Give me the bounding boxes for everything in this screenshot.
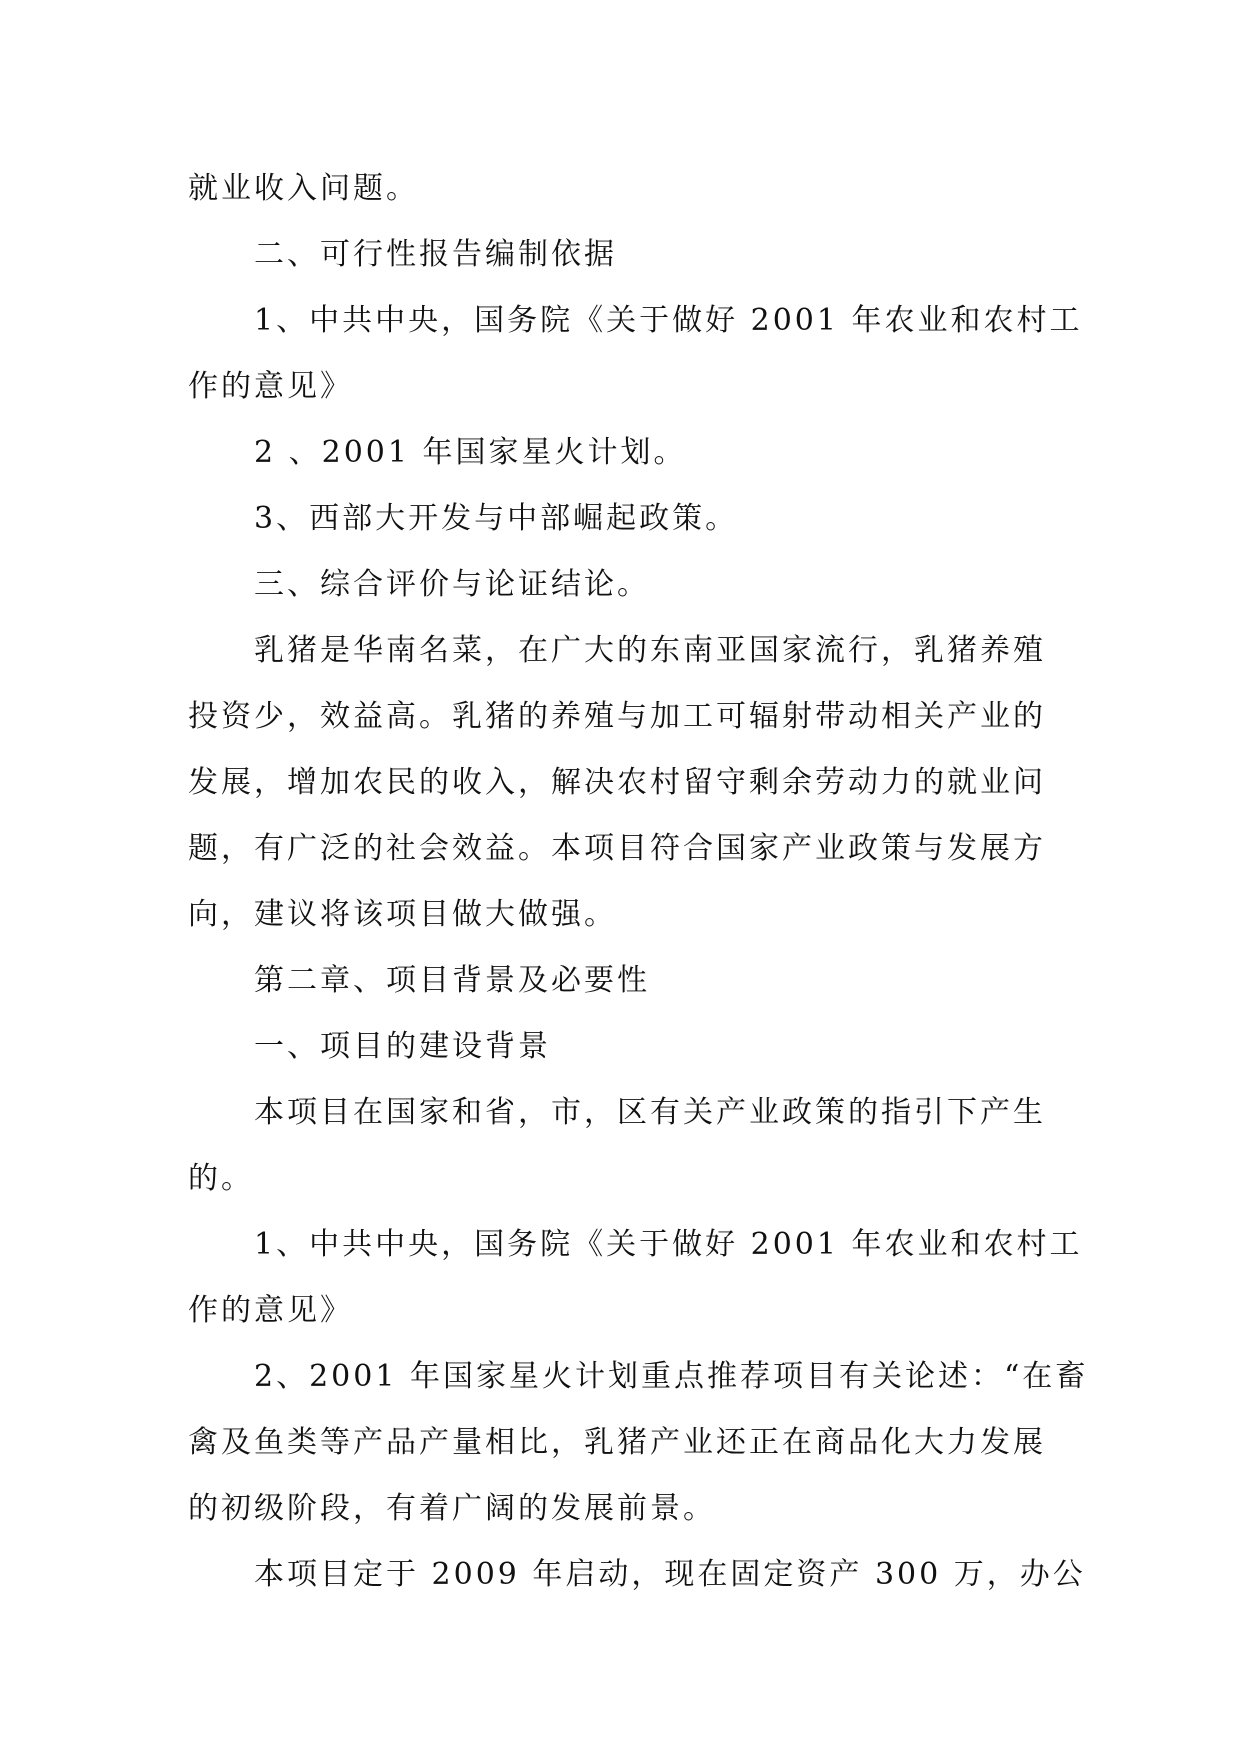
- section-heading: 一、项目的建设背景: [254, 1029, 551, 1064]
- text-line: 发展，增加农民的收入，解决农村留守剩余劳动力的就业问: [188, 765, 1046, 800]
- text-line: 的。: [188, 1161, 254, 1196]
- text-line: 题，有广泛的社会效益。本项目符合国家产业政策与发展方: [188, 831, 1046, 866]
- text-line: 投资少，效益高。乳猪的养殖与加工可辐射带动相关产业的: [188, 699, 1046, 734]
- text-line: 向，建议将该项目做大做强。: [188, 897, 617, 932]
- text-line: 1、中共中央，国务院《关于做好 2001 年农业和农村工: [254, 1227, 1083, 1262]
- text-line: 本项目定于 2009 年启动，现在固定资产 300 万，办公: [254, 1557, 1086, 1592]
- text-line: 作的意见》: [188, 369, 353, 404]
- text-line: 2、2001 年国家星火计划重点推荐项目有关论述：“在畜: [254, 1359, 1089, 1394]
- text-line: 1、中共中央，国务院《关于做好 2001 年农业和农村工: [254, 303, 1083, 338]
- text-line: 就业收入问题。: [188, 171, 419, 206]
- section-heading: 二、可行性报告编制依据: [254, 237, 617, 272]
- text-line: 本项目在国家和省，市，区有关产业政策的指引下产生: [254, 1095, 1046, 1130]
- text-line: 的初级阶段，有着广阔的发展前景。: [188, 1491, 716, 1526]
- chapter-heading: 第二章、项目背景及必要性: [254, 963, 650, 998]
- document-body: [188, 156, 1089, 1608]
- section-heading: 三、综合评价与论证结论。: [254, 567, 650, 602]
- text-line: 3、西部大开发与中部崛起政策。: [254, 501, 739, 536]
- text-line: 乳猪是华南名菜，在广大的东南亚国家流行，乳猪养殖: [254, 633, 1046, 668]
- text-line: 作的意见》: [188, 1293, 353, 1328]
- text-line: 2 、2001 年国家星火计划。: [254, 435, 687, 470]
- text-line: 禽及鱼类等产品产量相比，乳猪产业还正在商品化大力发展: [188, 1425, 1046, 1460]
